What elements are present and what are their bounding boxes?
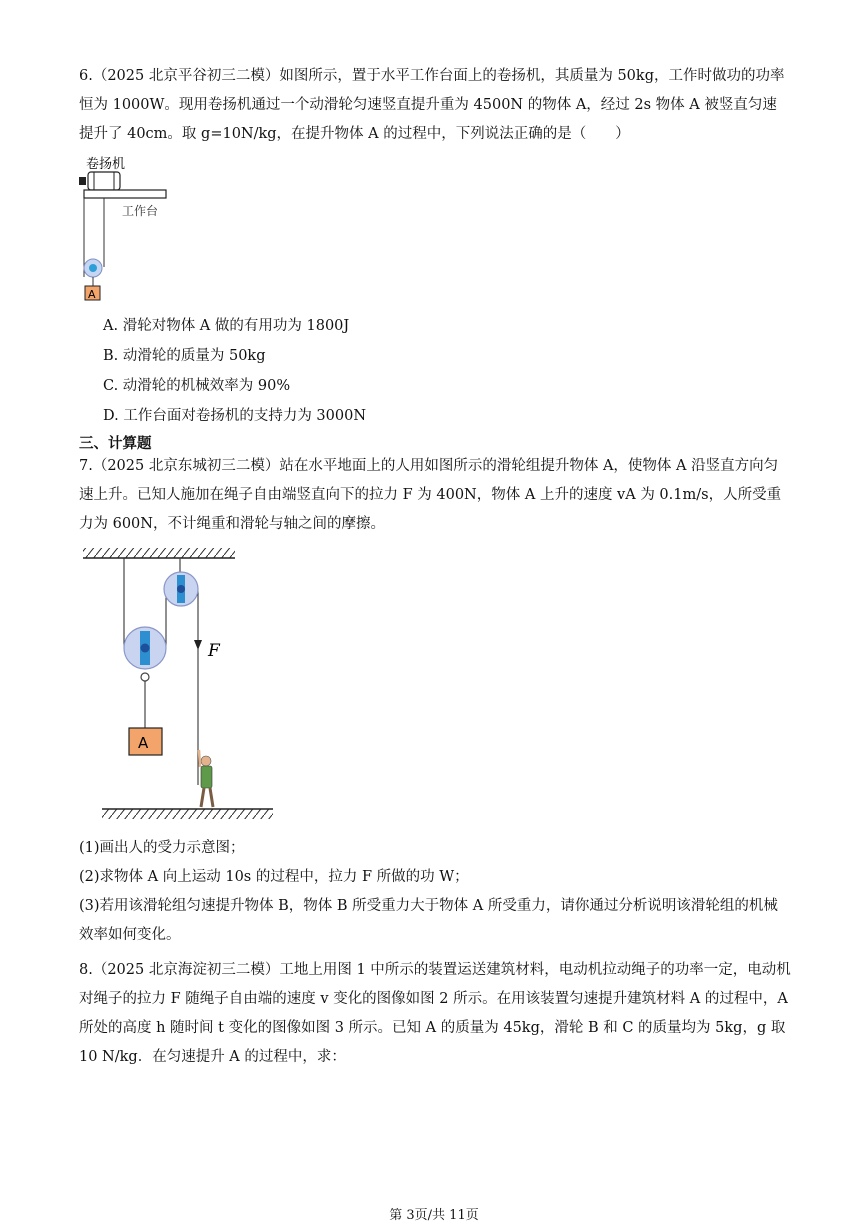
option-c[interactable]: C. 动滑轮的机械效率为 90%: [103, 378, 291, 394]
winch-body: [88, 172, 120, 190]
work-table: [84, 190, 166, 198]
force-arrow: [194, 640, 202, 650]
subquestion-2: (2)求物体 A 向上运动 10s 的过程中，拉力 F 所做的功 W；: [79, 869, 469, 885]
question-7-text: 7.（2025 北京东城初三二模）站在水平地面上的人用如图所示的滑轮组提升物体 A，使物体 A 沿竖直方向匀速上升。已知人施加在绳子自由端竖直向下的拉力 F 为 400N，物体 A 上升的速度 vA 为 0.1m/s，人所受重力为 600N，不计绳重和滑轮与轴之间的摩擦。: [79, 458, 782, 532]
page-footer: 第 3页/共 11页: [389, 1208, 479, 1223]
question-6-options: [103, 311, 366, 431]
ceiling-hatch: [83, 548, 235, 558]
object-a-label: A: [88, 288, 96, 301]
subquestion-1: (1)画出人的受力示意图；: [79, 840, 245, 856]
option-a[interactable]: A. 滑轮对物体 A 做的有用功为 1800J: [103, 318, 350, 334]
option-d[interactable]: D. 工作台面对卷扬机的支持力为 3000N: [103, 408, 367, 424]
section-title: 三、计算题: [79, 436, 152, 452]
subquestion-3: (3)若用该滑轮组匀速提升物体 B，物体 B 所受重力大于物体 A 所受重力，请你通过分析说明该滑轮组的机械效率如何变化。: [79, 898, 778, 943]
force-label: F: [208, 641, 220, 661]
question-7-subquestions: [79, 834, 791, 950]
object-a-label: A: [138, 734, 149, 752]
winch-pulley-figure: [76, 152, 186, 307]
question-8-text: 8.（2025 北京海淀初三二模）工地上用图 1 中所示的装置运送建筑材料，电动机拉动绳子的功率一定，电动机对绳子的拉力 F 随绳子自由端的速度 v 变化的图像如图 2 所示。在用该装置匀速提升建筑材料 A 的过程中，A 所处的高度 h 随时间 t 变化的图像如图 3 所示。已知 A 的质量为 45kg，滑轮 B 和 C 的质量均为 5kg，g 取 10 N/kg．在匀速提升 A 的过程中，求：: [79, 962, 791, 1065]
option-b[interactable]: B. 动滑轮的质量为 50kg: [103, 348, 266, 364]
question-6-text: 6.（2025 北京平谷初三二模）如图所示，置于水平工作台面上的卷扬机，其质量为 50kg，工作时做功的功率恒为 1000W。现用卷扬机通过一个动滑轮匀速竖直提升重为 4500N 的物体 A，经过 2s 物体 A 被竖直匀速提升了 40cm。取 g=10N/kg，在提升物体 A 的过程中，下列说法正确的是（ ）: [79, 68, 785, 142]
table-label: 工作台: [122, 204, 159, 218]
pulley-system-figure: [80, 545, 280, 830]
person-pulling: [199, 750, 213, 807]
winch-label: 卷扬机: [86, 157, 126, 172]
winch-drum: [79, 177, 86, 185]
ground-hatch: [102, 809, 273, 819]
